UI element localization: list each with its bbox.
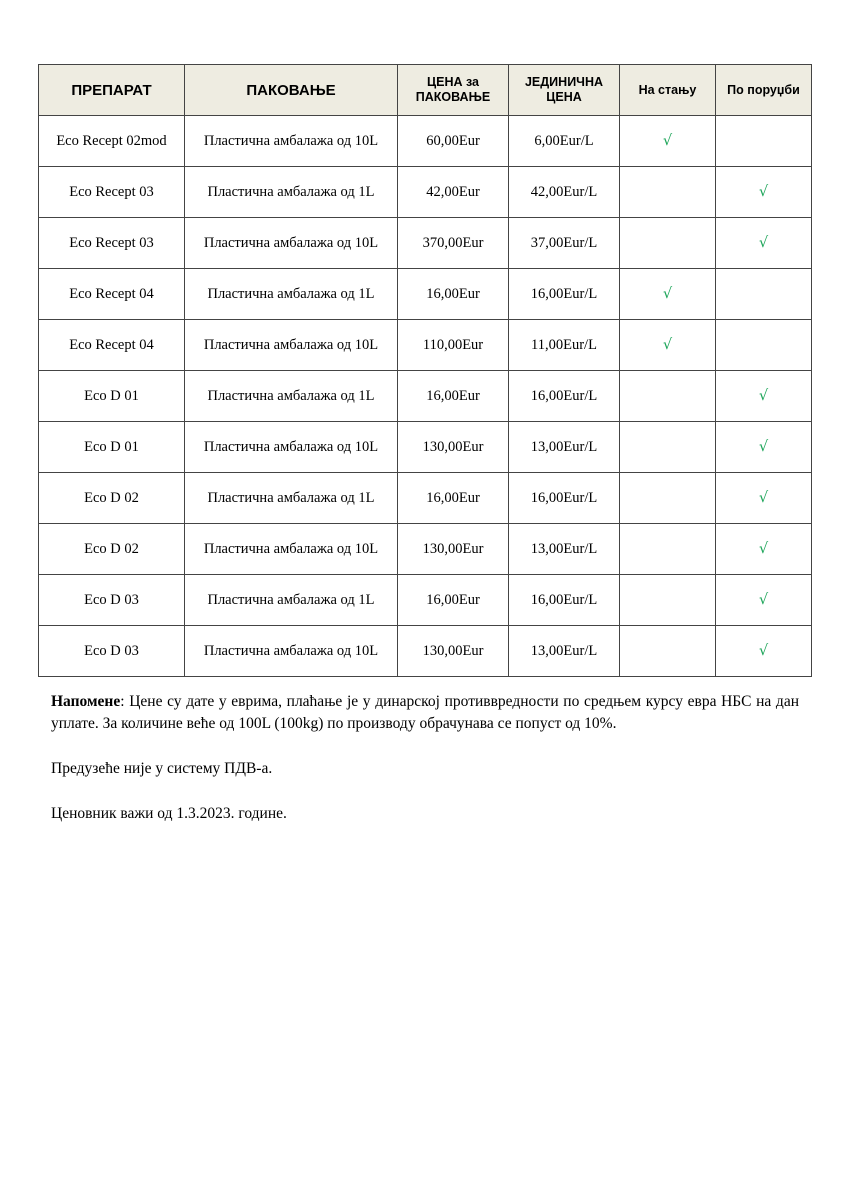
header-unit-price: ЈЕДИНИЧНА ЦЕНА — [509, 65, 620, 116]
cell-package-price: 16,00Eur — [398, 473, 509, 524]
cell-package: Пластична амбалажа од 10L — [185, 626, 398, 677]
cell-in-stock: √ — [620, 320, 716, 371]
notes-text: : Цене су дате у еврима, плаћање је у динарској противвредности по средњем курсу евра НБС на дан уплате. За количине веће од 100L (100kg) по производу обрачунава се попуст од 10%. — [51, 693, 799, 732]
table-header-row — [39, 65, 812, 116]
table-row — [39, 473, 812, 524]
cell-package: Пластична амбалажа од 1L — [185, 269, 398, 320]
cell-product: Eco D 02 — [39, 473, 185, 524]
cell-in-stock — [620, 371, 716, 422]
cell-on-order: √ — [716, 575, 812, 626]
cell-product: Eco Recept 04 — [39, 320, 185, 371]
cell-unit-price: 13,00Eur/L — [509, 626, 620, 677]
header-package-price: ЦЕНА за ПАКОВАЊЕ — [398, 65, 509, 116]
cell-product: Eco Recept 02mod — [39, 116, 185, 167]
cell-in-stock — [620, 626, 716, 677]
cell-in-stock — [620, 422, 716, 473]
cell-package: Пластична амбалажа од 10L — [185, 320, 398, 371]
cell-on-order: √ — [716, 473, 812, 524]
cell-package-price: 16,00Eur — [398, 371, 509, 422]
cell-package: Пластична амбалажа од 10L — [185, 422, 398, 473]
cell-package-price: 130,00Eur — [398, 422, 509, 473]
cell-unit-price: 13,00Eur/L — [509, 422, 620, 473]
cell-package: Пластична амбалажа од 1L — [185, 473, 398, 524]
cell-in-stock — [620, 575, 716, 626]
cell-unit-price: 16,00Eur/L — [509, 473, 620, 524]
cell-package: Пластична амбалажа од 10L — [185, 218, 398, 269]
cell-on-order — [716, 320, 812, 371]
cell-product: Eco Recept 04 — [39, 269, 185, 320]
header-on-order: По поруџби — [716, 65, 812, 116]
table-row — [39, 167, 812, 218]
table-row — [39, 575, 812, 626]
cell-in-stock — [620, 473, 716, 524]
cell-unit-price: 13,00Eur/L — [509, 524, 620, 575]
table-row — [39, 269, 812, 320]
cell-unit-price: 16,00Eur/L — [509, 371, 620, 422]
validity-note: Ценовник важи од 1.3.2023. године. — [51, 805, 287, 822]
table-row — [39, 116, 812, 167]
price-table — [38, 64, 812, 677]
cell-product: Eco D 01 — [39, 422, 185, 473]
cell-product: Eco D 02 — [39, 524, 185, 575]
cell-package-price: 110,00Eur — [398, 320, 509, 371]
cell-in-stock: √ — [620, 116, 716, 167]
table-row — [39, 422, 812, 473]
table-row — [39, 371, 812, 422]
cell-on-order: √ — [716, 626, 812, 677]
cell-package-price: 370,00Eur — [398, 218, 509, 269]
cell-on-order: √ — [716, 218, 812, 269]
notes-section — [51, 691, 799, 848]
cell-in-stock — [620, 524, 716, 575]
cell-on-order — [716, 116, 812, 167]
cell-unit-price: 42,00Eur/L — [509, 167, 620, 218]
cell-package-price: 16,00Eur — [398, 269, 509, 320]
cell-product: Eco Recept 03 — [39, 167, 185, 218]
cell-package: Пластична амбалажа од 1L — [185, 167, 398, 218]
cell-on-order: √ — [716, 524, 812, 575]
table-row — [39, 218, 812, 269]
cell-package-price: 42,00Eur — [398, 167, 509, 218]
cell-unit-price: 37,00Eur/L — [509, 218, 620, 269]
notes-paragraph — [51, 691, 799, 735]
cell-package: Пластична амбалажа од 10L — [185, 116, 398, 167]
cell-product: Eco D 03 — [39, 626, 185, 677]
cell-package-price: 16,00Eur — [398, 575, 509, 626]
cell-product: Eco D 01 — [39, 371, 185, 422]
vat-note: Предузеће није у систему ПДВ-а. — [51, 760, 273, 777]
cell-package: Пластична амбалажа од 1L — [185, 575, 398, 626]
cell-package-price: 130,00Eur — [398, 626, 509, 677]
cell-on-order: √ — [716, 167, 812, 218]
header-package: ПАКОВАЊЕ — [185, 65, 398, 116]
cell-product: Eco D 03 — [39, 575, 185, 626]
cell-on-order — [716, 269, 812, 320]
cell-on-order: √ — [716, 371, 812, 422]
cell-product: Eco Recept 03 — [39, 218, 185, 269]
header-product: ПРЕПАРАТ — [39, 65, 185, 116]
cell-in-stock: √ — [620, 269, 716, 320]
cell-package: Пластична амбалажа од 1L — [185, 371, 398, 422]
cell-in-stock — [620, 218, 716, 269]
cell-unit-price: 16,00Eur/L — [509, 575, 620, 626]
table-row — [39, 524, 812, 575]
notes-label: Напомене — [51, 693, 121, 710]
cell-in-stock — [620, 167, 716, 218]
table-body — [39, 116, 812, 677]
table-row — [39, 626, 812, 677]
cell-on-order: √ — [716, 422, 812, 473]
table-row — [39, 320, 812, 371]
cell-unit-price: 16,00Eur/L — [509, 269, 620, 320]
header-in-stock: На стању — [620, 65, 716, 116]
cell-unit-price: 11,00Eur/L — [509, 320, 620, 371]
cell-package: Пластична амбалажа од 10L — [185, 524, 398, 575]
cell-package-price: 60,00Eur — [398, 116, 509, 167]
cell-package-price: 130,00Eur — [398, 524, 509, 575]
cell-unit-price: 6,00Eur/L — [509, 116, 620, 167]
